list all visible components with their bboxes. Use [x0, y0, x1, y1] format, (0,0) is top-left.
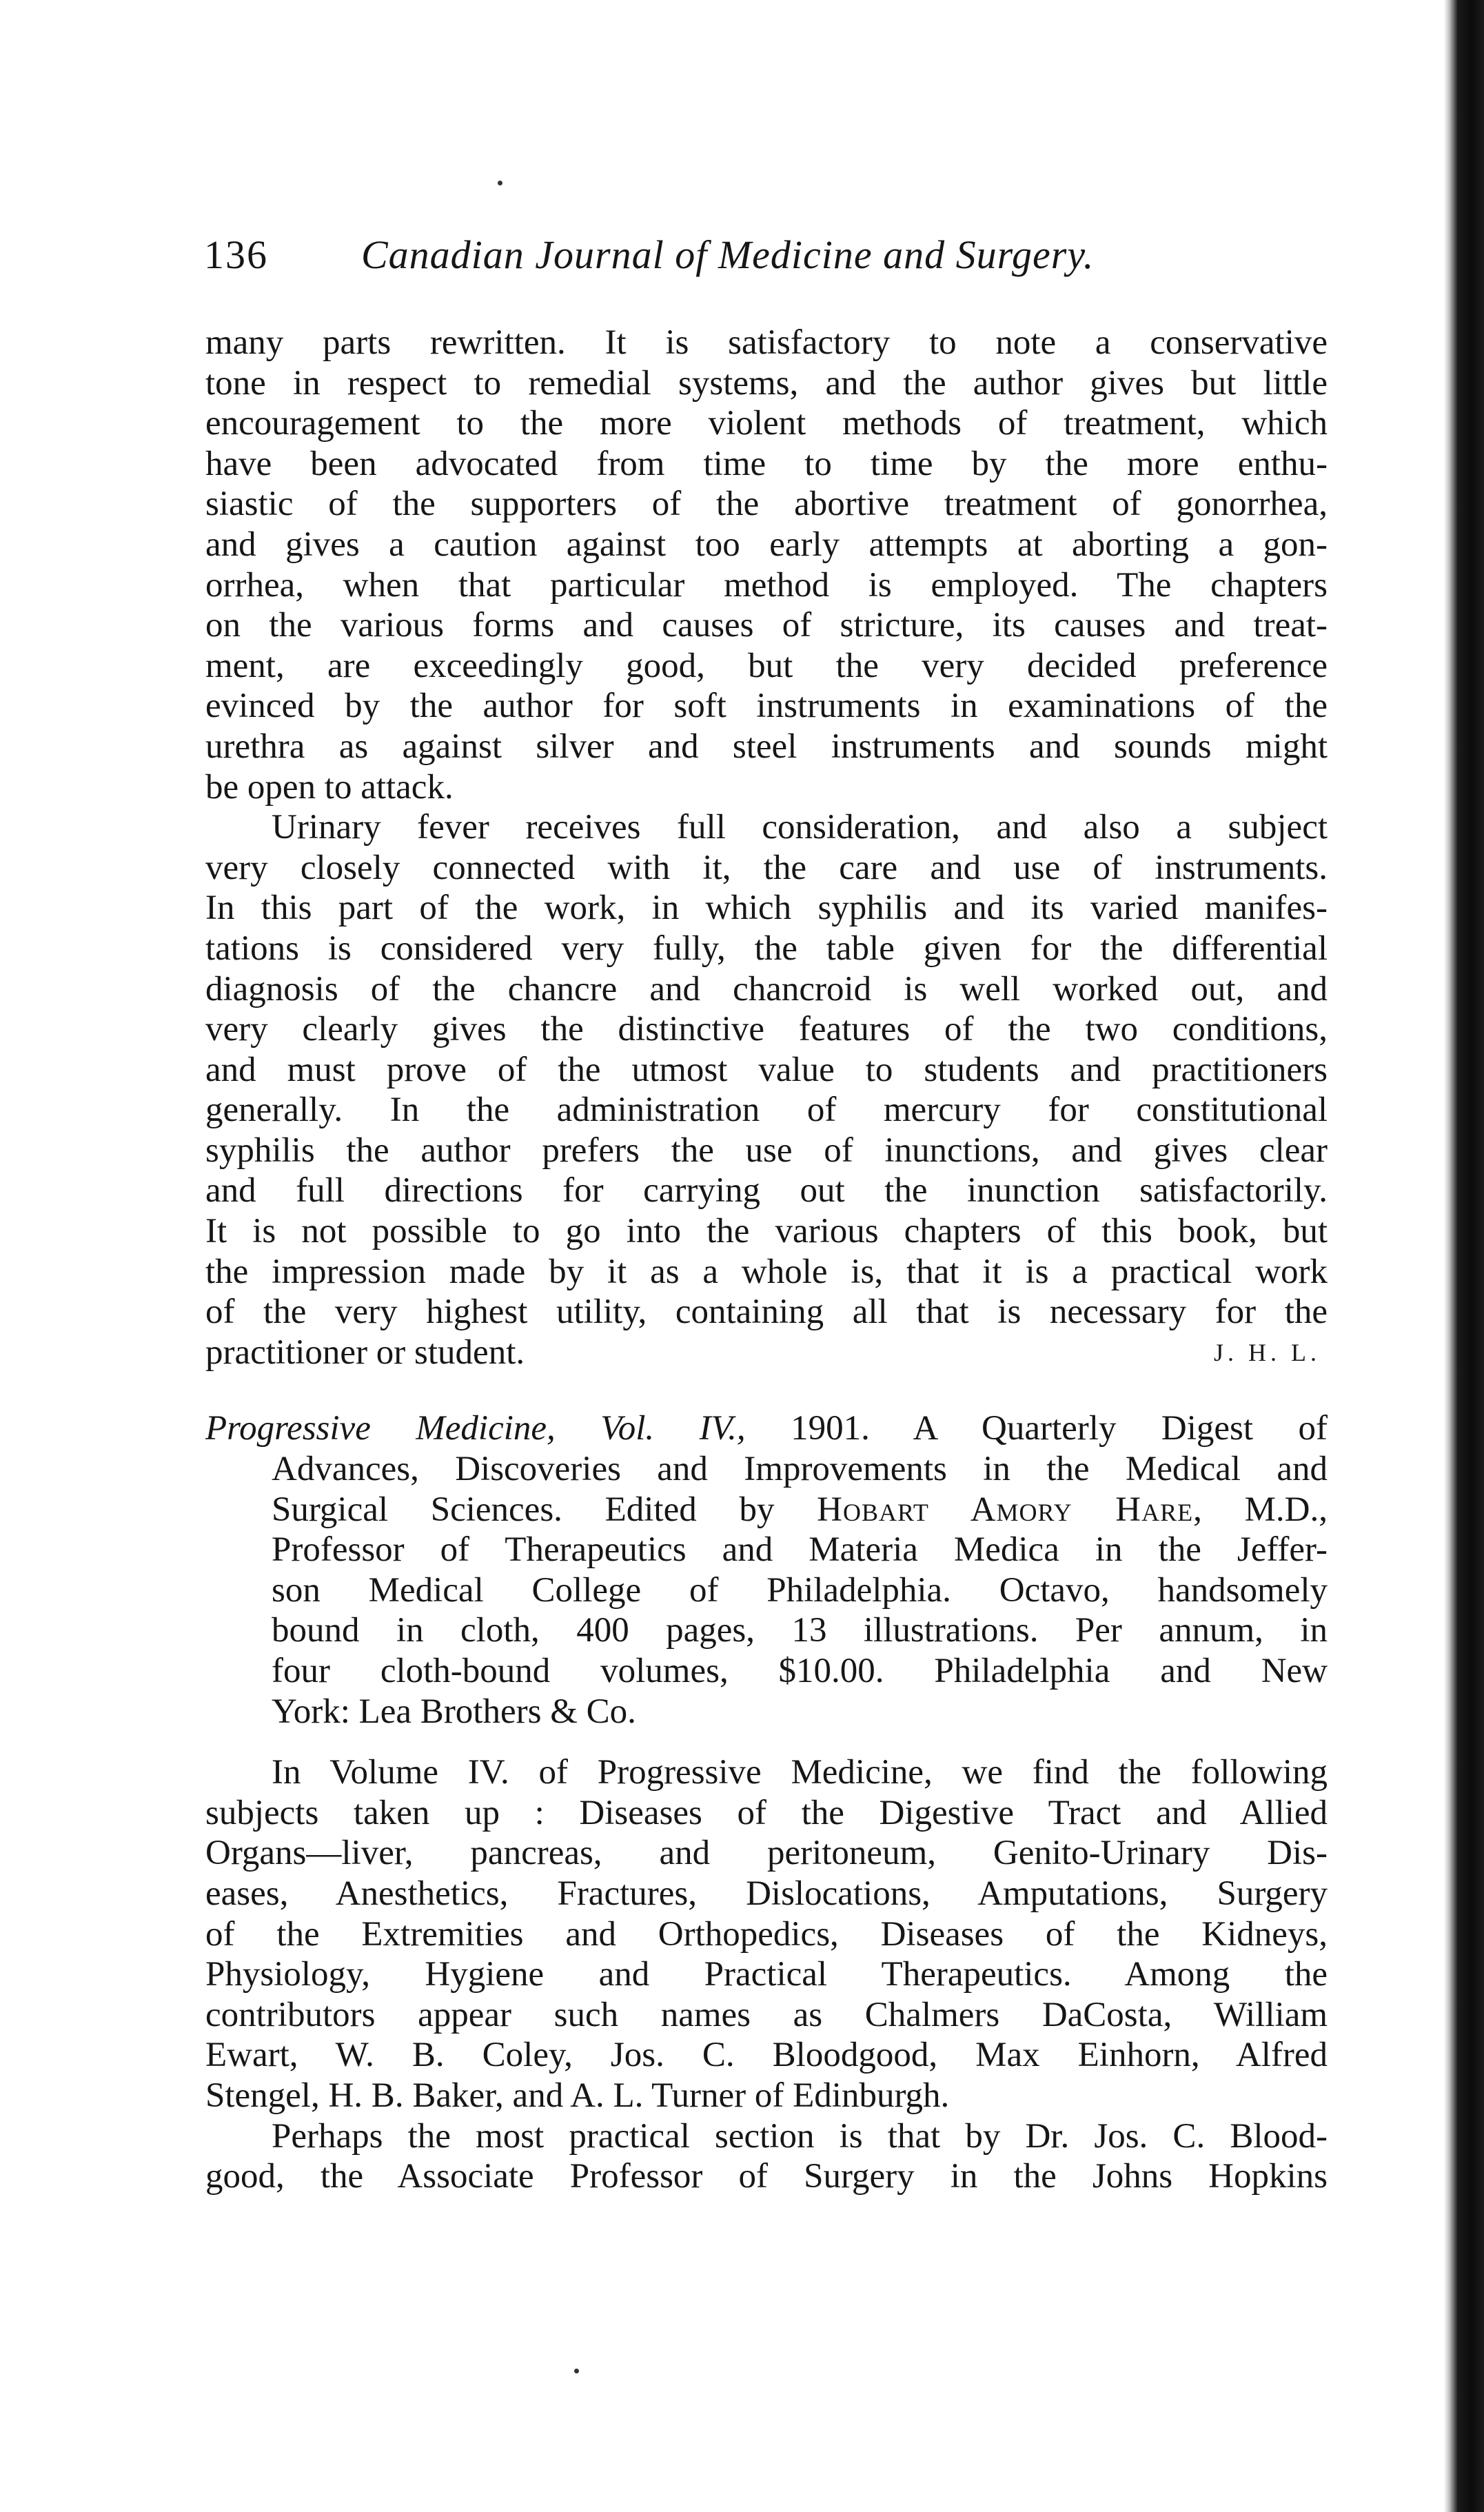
text-line: evinced by the author for soft instruments in examinations of the	[205, 687, 1328, 726]
citation-line: bound in cloth, 400 pages, 13 illustrations. Per annum, in	[272, 1611, 1328, 1650]
review-paragraph	[205, 1752, 1328, 2116]
text-line: and must prove of the utmost value to students and practitioners	[205, 1050, 1328, 1089]
text-line: Organs—liver, pancreas, and peritoneum, Genito-Urinary Dis-	[205, 1834, 1328, 1873]
citation-line: son Medical College of Philadelphia. Octavo, handsomely	[272, 1570, 1328, 1610]
citation-line	[205, 1490, 1328, 1530]
citation-text: , M.D.,	[1193, 1490, 1328, 1529]
book-citation	[205, 1408, 1328, 1732]
text-line: eases, Anesthetics, Fractures, Dislocations, Amputations, Surgery	[205, 1874, 1328, 1913]
text-line: siastic of the supporters of the abortive treatment of gonorrhea,	[205, 485, 1328, 524]
text-line: Ewart, W. B. Coley, Jos. C. Bloodgood, Max Einhorn, Alfred	[205, 2036, 1328, 2075]
text-line: have been advocated from time to time by the more enthu-	[205, 444, 1328, 483]
text-line: of the Extremities and Orthopedics, Diseases of the Kidneys,	[205, 1914, 1328, 1954]
text-line: tations is considered very fully, the table given for the differential	[205, 929, 1328, 968]
print-speck	[574, 2369, 579, 2373]
text-line: encouragement to the more violent methods of treatment, which	[205, 404, 1328, 443]
citation-line: Professor of Therapeutics and Materia Medica in the Jeffer-	[272, 1530, 1328, 1570]
text-line: and gives a caution against too early attempts at aborting a gon-	[205, 525, 1328, 564]
text-line: on the various forms and causes of stricture, its causes and treat-	[205, 606, 1328, 645]
text-line: orrhea, when that particular method is employed. The chapters	[205, 565, 1328, 605]
text-line: Physiology, Hygiene and Practical Therapeutics. Among the	[205, 1955, 1328, 1994]
text-line: and full directions for carrying out the inunction satisfactorily.	[205, 1171, 1328, 1211]
text-line: It is not possible to go into the various chapters of this book, but	[205, 1212, 1328, 1251]
reviewer-initials: J. H. L.	[1214, 1338, 1321, 1366]
print-speck	[498, 181, 502, 185]
review-paragraph	[205, 807, 1328, 1373]
text-line: Urinary fever receives full consideration, and also a subject	[272, 808, 1328, 847]
text-line: many parts rewritten. It is satisfactory to note a conservative	[205, 323, 1328, 362]
citation-text: 1901. A Quarterly Digest of	[745, 1409, 1328, 1448]
citation-line: Advances, Discoveries and Improvements in the Medical and	[272, 1450, 1328, 1489]
article-body	[205, 323, 1328, 2197]
text-line: very closely connected with it, the care and use of instruments.	[205, 848, 1328, 887]
text-line: the impression made by it as a whole is, that it is a practical work	[205, 1252, 1328, 1291]
citation-line	[205, 1408, 1328, 1449]
text-line: Perhaps the most practical section is that by Dr. Jos. C. Blood-	[272, 2116, 1328, 2156]
editor-name: Hobart Amory Hare	[817, 1490, 1194, 1529]
text-line: diagnosis of the chancre and chancroid is well worked out, and	[205, 969, 1328, 1009]
citation-line: four cloth-bound volumes, $10.00. Philadelphia and New	[272, 1652, 1328, 1690]
text-line: In this part of the work, in which syphilis and its varied manifes-	[205, 889, 1328, 928]
text-line: subjects taken up : Diseases of the Digestive Tract and Allied	[205, 1793, 1328, 1832]
citation-text: Surgical Sciences. Edited by	[272, 1490, 817, 1529]
closing-text: practitioner or student.	[205, 1333, 525, 1372]
book-title: Progressive Medicine, Vol. IV.,	[205, 1409, 746, 1448]
review-paragraph	[205, 323, 1328, 807]
page-number: 136	[204, 232, 268, 277]
text-line	[205, 1333, 1328, 1373]
text-line: Stengel, H. B. Baker, and A. L. Turner of Edinburgh.	[205, 2076, 950, 2115]
text-line: ment, are exceedingly good, but the very decided preference	[205, 646, 1328, 685]
text-line: contributors appear such names as Chalmers DaCosta, William	[205, 1995, 1328, 2034]
running-title: Canadian Journal of Medicine and Surgery.	[361, 232, 1095, 277]
text-line: tone in respect to remedial systems, and the author gives but little	[205, 363, 1328, 403]
section-gap	[205, 1373, 1328, 1408]
text-line: very clearly gives the distinctive features of the two conditions,	[205, 1010, 1328, 1049]
page-header	[204, 227, 1266, 283]
text-line: of the very highest utility, containing all that is necessary for the	[205, 1293, 1328, 1332]
text-line: generally. In the administration of mercury for constitutional	[205, 1091, 1328, 1130]
text-line: good, the Associate Professor of Surgery in the Johns Hopkins	[205, 2157, 1328, 2196]
text-line: In Volume IV. of Progressive Medicine, we find the following	[272, 1753, 1328, 1792]
section-gap	[205, 1732, 1328, 1752]
text-line: urethra as against silver and steel instruments and sounds might	[205, 727, 1328, 766]
text-line: syphilis the author prefers the use of inunctions, and gives clear	[205, 1131, 1328, 1170]
review-paragraph	[205, 2116, 1328, 2197]
citation-line: York: Lea Brothers & Co.	[272, 1692, 636, 1731]
binding-edge	[1444, 0, 1484, 2512]
text-line: be open to attack.	[205, 767, 454, 807]
